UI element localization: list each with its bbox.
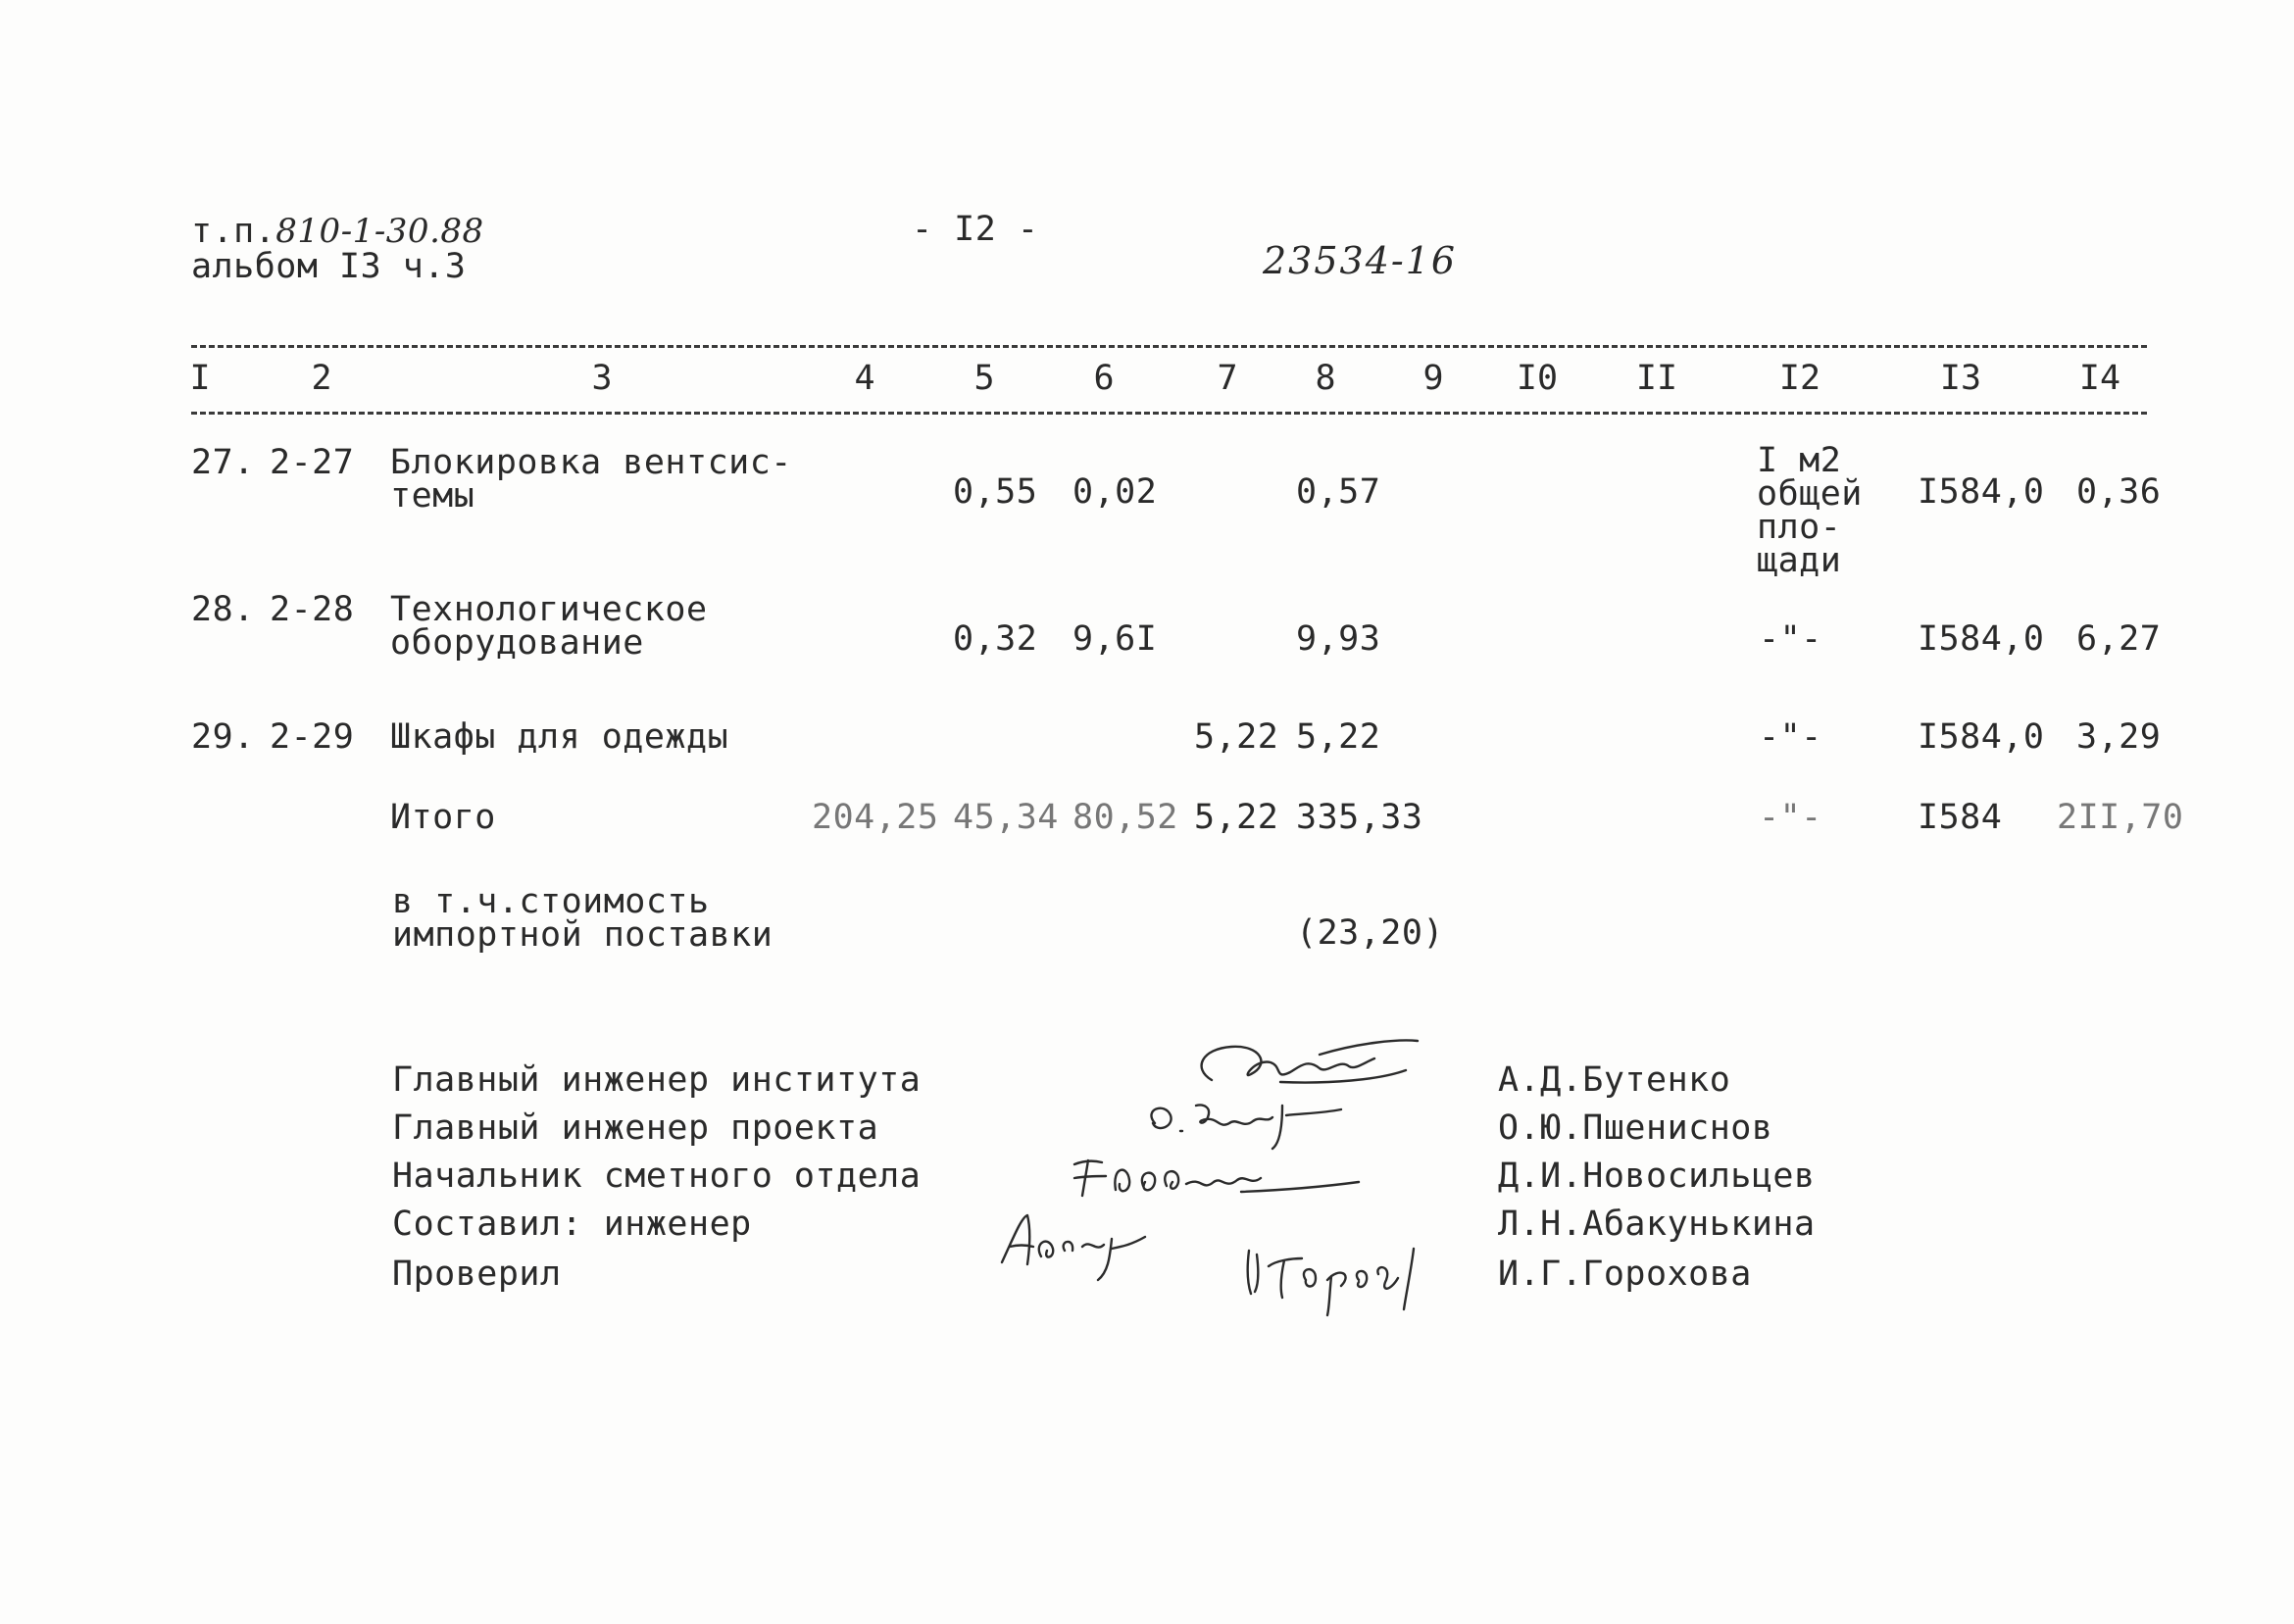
row-name-line2: темы: [390, 476, 475, 516]
import-note-line2: импортной поставки: [392, 915, 773, 955]
doc-prefix: т.п.: [191, 212, 276, 251]
header-bottom-rule: [191, 412, 2147, 415]
signatory-name: Д.И.Новосильцев: [1498, 1156, 1816, 1196]
col-header-13: I3: [1939, 359, 1982, 398]
row-name-line1: Шкафы для одежды: [390, 717, 729, 757]
signatory-name: А.Д.Бутенко: [1498, 1060, 1731, 1100]
signatory-role: Начальник сметного отдела: [392, 1156, 922, 1196]
col-header-5: 5: [973, 359, 995, 398]
import-note-value: (23,20): [1296, 913, 1445, 953]
total-col4: 204,25: [812, 798, 939, 837]
row-col8: 5,22: [1296, 717, 1381, 757]
row-code: 2-29: [270, 717, 355, 757]
row-unit-line4: щади: [1757, 541, 1842, 580]
stamp-number: 23534-16: [1263, 239, 1458, 282]
col-header-4: 4: [854, 359, 875, 398]
total-col8: 335,33: [1296, 798, 1423, 837]
row-col6: 0,02: [1072, 472, 1158, 512]
signature-novosiltsev: [1065, 1147, 1378, 1206]
row-name-line1: Технологическое: [390, 590, 708, 629]
row-col5: 0,55: [953, 472, 1038, 512]
row-unit-ditto: -"-: [1759, 717, 1822, 757]
total-col13: I584: [1918, 798, 2003, 837]
doc-designation: [191, 214, 484, 249]
row-col14: 0,36: [2076, 472, 2162, 512]
row-name-line2: оборудование: [390, 623, 644, 663]
total-col7: 5,22: [1194, 798, 1279, 837]
row-name-line1: Блокировка вентсис-: [390, 443, 792, 482]
row-col8: 0,57: [1296, 472, 1381, 512]
col-header-6: 6: [1093, 359, 1115, 398]
album-label: альбом I3 ч.3: [191, 247, 467, 286]
row-col8: 9,93: [1296, 619, 1381, 659]
total-col14: 2II,70: [2057, 798, 2184, 837]
row-code: 2-28: [270, 590, 355, 629]
row-number: 28.: [191, 590, 255, 629]
col-header-2: 2: [311, 359, 332, 398]
col-header-7: 7: [1217, 359, 1238, 398]
signatory-name: Л.Н.Абакунькина: [1498, 1205, 1816, 1244]
col-header-14: I4: [2078, 359, 2121, 398]
row-col13: I584,0: [1918, 472, 2045, 512]
signatory-role: Главный инженер проекта: [392, 1108, 879, 1148]
signatory-role: Главный инженер института: [392, 1060, 922, 1100]
col-header-10: I0: [1516, 359, 1559, 398]
signatory-name: О.Ю.Пшениснов: [1498, 1108, 1773, 1148]
row-col13: I584,0: [1918, 717, 2045, 757]
total-col5: 45,34: [953, 798, 1059, 837]
row-unit-line1: I м2: [1757, 441, 1842, 480]
signatory-name: И.Г.Горохова: [1498, 1255, 1752, 1294]
col-header-8: 8: [1315, 359, 1336, 398]
row-number: 27.: [191, 443, 255, 482]
total-label: Итого: [390, 798, 496, 837]
import-note-line1: в т.ч.стоимость: [392, 882, 710, 921]
row-col6: 9,6I: [1072, 619, 1158, 659]
row-col5: 0,32: [953, 619, 1038, 659]
row-col14: 3,29: [2076, 717, 2162, 757]
col-header-11: II: [1635, 359, 1678, 398]
row-unit-ditto: -"-: [1759, 619, 1822, 659]
row-col13: I584,0: [1918, 619, 2045, 659]
col-header-3: 3: [591, 359, 613, 398]
header-top-rule: [191, 345, 2147, 348]
col-header-12: I2: [1778, 359, 1821, 398]
total-unit: -"-: [1759, 798, 1822, 837]
row-col7: 5,22: [1194, 717, 1279, 757]
row-unit-line3: пло-: [1757, 508, 1842, 547]
row-unit-line2: общей: [1757, 474, 1863, 514]
row-col14: 6,27: [2076, 619, 2162, 659]
signature-butenko: [1172, 1029, 1427, 1098]
signatory-role: Проверил: [392, 1255, 562, 1294]
total-col6: 80,52: [1072, 798, 1178, 837]
col-header-9: 9: [1422, 359, 1444, 398]
signature-abakunkina: [988, 1207, 1184, 1286]
page-number: - I2 -: [912, 210, 1039, 249]
doc-code-handwritten: 810-1-30.88: [275, 212, 484, 251]
signature-gorokhova: [1237, 1237, 1443, 1315]
col-header-1: I: [189, 359, 211, 398]
row-number: 29.: [191, 717, 255, 757]
row-code: 2-27: [270, 443, 355, 482]
signatory-role: Составил: инженер: [392, 1205, 752, 1244]
signature-pshenisnov: [1135, 1094, 1351, 1153]
